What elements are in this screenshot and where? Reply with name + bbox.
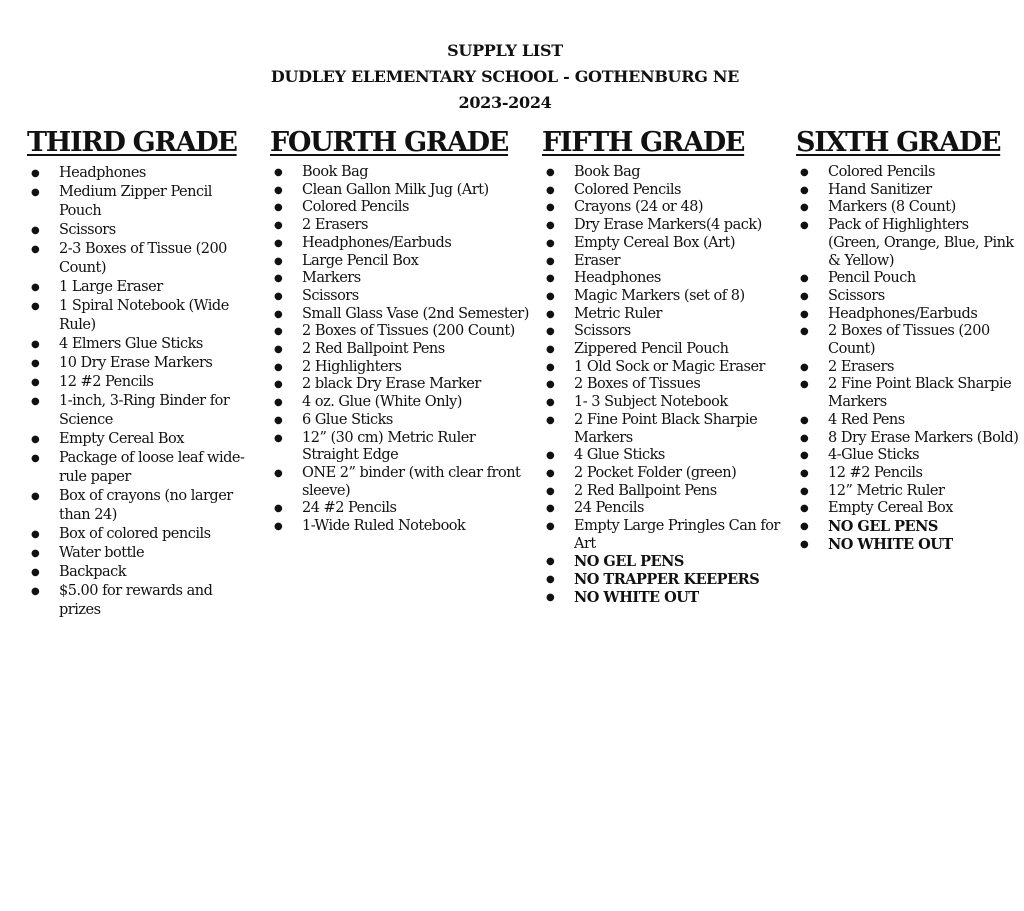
supply-item: ● Crayons (24 or 48) <box>542 199 782 217</box>
supply-item: ● Package of loose leaf wide-rule paper <box>27 449 249 487</box>
supply-item: ● 2 Red Ballpoint Pens <box>270 341 532 359</box>
fourth-grade-column <box>270 126 532 536</box>
third-grade-heading: THIRD GRADE <box>27 127 237 158</box>
third-grade-list <box>27 164 249 620</box>
supply-item: ● Headphones/Earbuds <box>796 306 1020 324</box>
supply-item: ● Zippered Pencil Pouch <box>542 341 782 359</box>
third-grade-column <box>27 126 249 620</box>
supply-item: ● NO GEL PENS <box>796 518 1020 536</box>
supply-item: ● Box of colored pencils <box>27 525 249 544</box>
supply-item: ● 2 black Dry Erase Marker <box>270 376 532 394</box>
supply-item: ● 2 Fine Point Black Sharpie Markers <box>796 376 1020 411</box>
supply-item: ● Scissors <box>270 288 532 306</box>
supply-item: ● Water bottle <box>27 544 249 563</box>
supply-item: ● Pack of Highlighters (Green, Orange, Blue, Pink & Yellow) <box>796 217 1020 270</box>
supply-item: ● 2 Pocket Folder (green) <box>542 465 782 483</box>
supply-item: ● Box of crayons (no larger than 24) <box>27 487 249 525</box>
supply-item: ● 10 Dry Erase Markers <box>27 354 249 373</box>
supply-item: ● 1 Old Sock or Magic Eraser <box>542 359 782 377</box>
supply-item: ● Headphones <box>542 270 782 288</box>
fourth-grade-heading: FOURTH GRADE <box>270 127 509 158</box>
supply-item: ● Medium Zipper Pencil Pouch <box>27 183 249 221</box>
supply-item: ● 2 Boxes of Tissues (200 Count) <box>796 323 1020 358</box>
supply-item: ● Empty Large Pringles Can for Art <box>542 518 782 553</box>
supply-item: ● Headphones <box>27 164 249 183</box>
supply-item: ● Small Glass Vase (2nd Semester) <box>270 306 532 324</box>
supply-item: ● 2-3 Boxes of Tissue (200 Count) <box>27 240 249 278</box>
supply-item: ● 2 Red Ballpoint Pens <box>542 483 782 501</box>
supply-item: ● Empty Cereal Box <box>796 500 1020 518</box>
supply-item: ● Empty Cereal Box (Art) <box>542 235 782 253</box>
supply-item: ● 24 Pencils <box>542 500 782 518</box>
supply-item: ● 1- 3 Subject Notebook <box>542 394 782 412</box>
school-name: DUDLEY ELEMENTARY SCHOOL - GOTHENBURG NE <box>270 67 740 86</box>
supply-item: ● Pencil Pouch <box>796 270 1020 288</box>
supply-item: ● Metric Ruler <box>542 306 782 324</box>
supply-item: ● Scissors <box>27 221 249 240</box>
supply-item: ● Book Bag <box>542 164 782 182</box>
supply-item: ● Backpack <box>27 563 249 582</box>
supply-item: ● 4-Glue Sticks <box>796 447 1020 465</box>
supply-item: ● 1-inch, 3-Ring Binder for Science <box>27 392 249 430</box>
supply-item: ● 4 Elmers Glue Sticks <box>27 335 249 354</box>
supply-item: ● NO WHITE OUT <box>796 536 1020 554</box>
supply-item: ● Book Bag <box>270 164 532 182</box>
supply-item: ● 4 oz. Glue (White Only) <box>270 394 532 412</box>
supply-item: ● 2 Highlighters <box>270 359 532 377</box>
supply-item: ● 2 Fine Point Black Sharpie Markers <box>542 412 782 447</box>
supply-item: ● NO TRAPPER KEEPERS <box>542 571 782 589</box>
document-header <box>0 38 1010 116</box>
supply-item: ● Eraser <box>542 253 782 271</box>
fifth-grade-list <box>542 164 782 607</box>
supply-item: ● Clean Gallon Milk Jug (Art) <box>270 182 532 200</box>
supply-item: ● 4 Glue Sticks <box>542 447 782 465</box>
supply-item: ● 24 #2 Pencils <box>270 500 532 518</box>
document-title: SUPPLY LIST <box>447 41 563 60</box>
supply-item: ● 2 Boxes of Tissues <box>542 376 782 394</box>
supply-item: ● 2 Boxes of Tissues (200 Count) <box>270 323 532 341</box>
fifth-grade-column <box>542 126 782 607</box>
supply-item: ● Large Pencil Box <box>270 253 532 271</box>
supply-item: ● 1 Large Eraser <box>27 278 249 297</box>
supply-item: ● Scissors <box>796 288 1020 306</box>
supply-item: ● NO WHITE OUT <box>542 589 782 607</box>
sixth-grade-column <box>796 126 1020 553</box>
supply-item: ● 8 Dry Erase Markers (Bold) <box>796 430 1020 448</box>
fourth-grade-list <box>270 164 532 536</box>
supply-item: ● Colored Pencils <box>542 182 782 200</box>
supply-item: ● 1-Wide Ruled Notebook <box>270 518 532 536</box>
supply-item: ● Markers <box>270 270 532 288</box>
supply-item: ● Colored Pencils <box>796 164 1020 182</box>
supply-item: ● NO GEL PENS <box>542 553 782 571</box>
supply-item: ● 2 Erasers <box>270 217 532 235</box>
sixth-grade-list <box>796 164 1020 553</box>
supply-item: ● Markers (8 Count) <box>796 199 1020 217</box>
supply-item: ● 12 #2 Pencils <box>796 465 1020 483</box>
supply-item: ● 2 Erasers <box>796 359 1020 377</box>
supply-item: ● Headphones/Earbuds <box>270 235 532 253</box>
supply-item: ● 12 #2 Pencils <box>27 373 249 392</box>
school-year: 2023-2024 <box>458 93 552 112</box>
sixth-grade-heading: SIXTH GRADE <box>796 127 1001 158</box>
supply-item: ● Hand Sanitizer <box>796 182 1020 200</box>
supply-item: ● $5.00 for rewards and prizes <box>27 582 249 620</box>
supply-item: ● ONE 2” binder (with clear front sleeve) <box>270 465 532 500</box>
supply-item: ● 6 Glue Sticks <box>270 412 532 430</box>
supply-item: ● 12” Metric Ruler <box>796 483 1020 501</box>
supply-item: ● Colored Pencils <box>270 199 532 217</box>
supply-item: ● Dry Erase Markers(4 pack) <box>542 217 782 235</box>
supply-item: ● Magic Markers (set of 8) <box>542 288 782 306</box>
fifth-grade-heading: FIFTH GRADE <box>542 127 745 158</box>
supply-item: ● Empty Cereal Box <box>27 430 249 449</box>
supply-item: ● Scissors <box>542 323 782 341</box>
supply-item: ● 4 Red Pens <box>796 412 1020 430</box>
supply-item: ● 1 Spiral Notebook (Wide Rule) <box>27 297 249 335</box>
supply-item: ● 12” (30 cm) Metric Ruler Straight Edge <box>270 430 532 465</box>
